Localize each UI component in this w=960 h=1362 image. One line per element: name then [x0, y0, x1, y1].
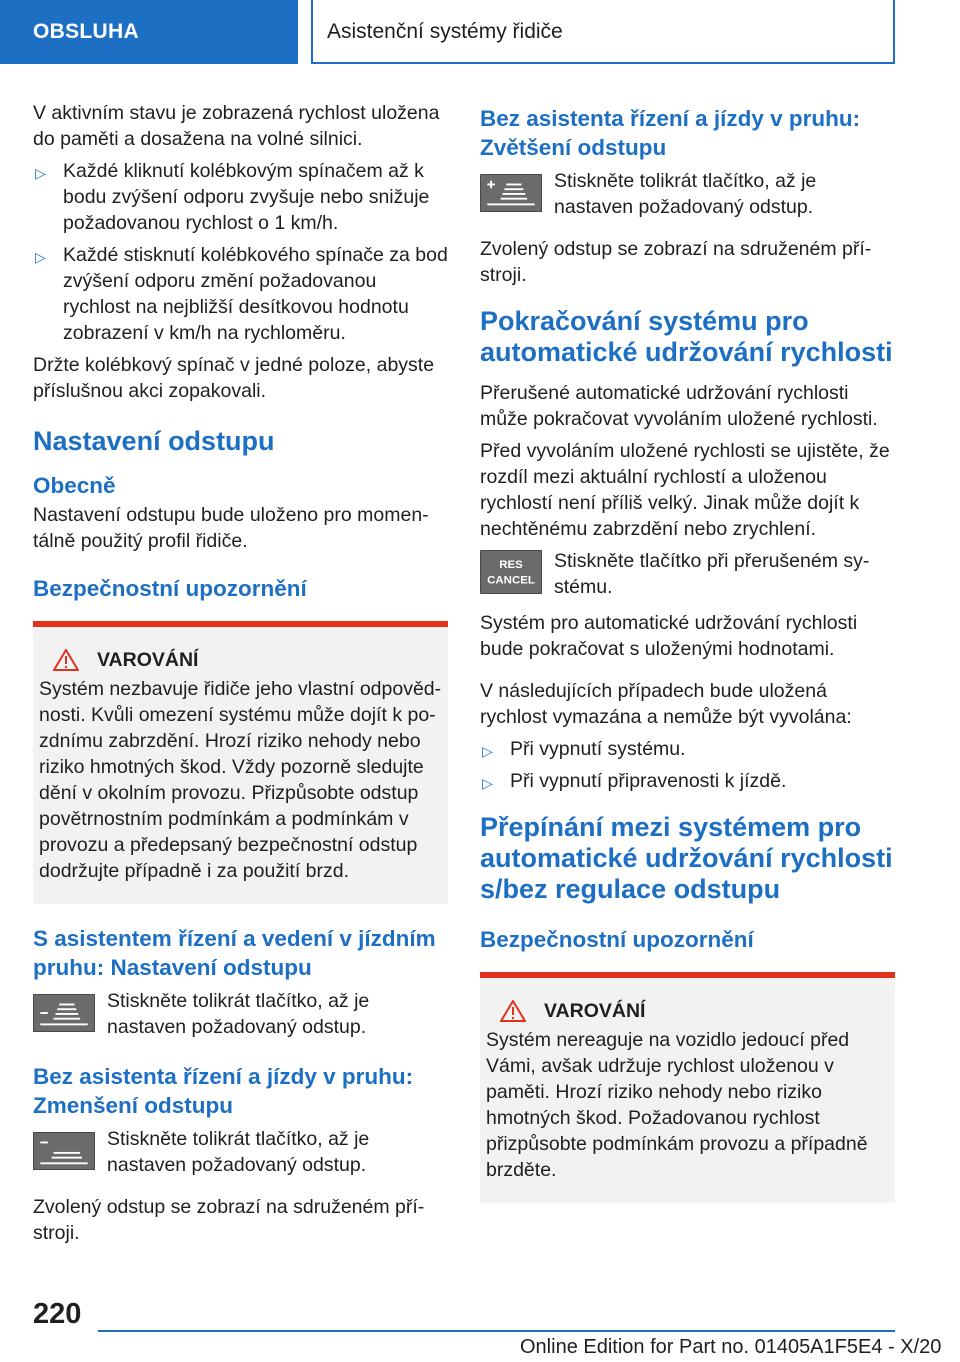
heading-zvetseni-odstupu: Bez asistenta řízení a jízdy v pruhu: Zvětšení odstupu: [480, 106, 861, 160]
warning-title: [39, 647, 442, 673]
heading-bezpecnostni-upozorneni: Bezpečnostní upozornění: [480, 927, 754, 952]
warning-triangle-icon: [500, 1000, 526, 1022]
button-instruction-text: Stiskněte tolikrát tlačítko, až je nastaven požadovaný odstup.: [107, 990, 370, 1038]
distance-decrease-button-icon: [33, 1132, 95, 1170]
distance-button-icon: [33, 994, 95, 1032]
button-instruction: [33, 988, 448, 1040]
button-instruction-text: Stiskněte tolikrát tlačítko, až je nastaven požadovaný odstup.: [107, 1128, 370, 1176]
list-item-text: Při vypnutí připravenosti k jízdě.: [510, 770, 787, 792]
warning-text: Systém nezbavuje řidiče jeho vlastní odpovědnosti. Kvůli omezení systému může dojít k pozdnímu zabrzdění. Hrozí riziko nehody nebo riziko hmotných škod. Vždy pozorně sledujte dění v okolním provozu. Přizpůsobte odstup povětrnostním podmínkám a podmínkám v provozu a předepsaný bezpečnostní odstup dodržujte případně i za použití brzd.: [39, 678, 442, 882]
warning-box: [480, 972, 895, 1203]
list-item: [480, 736, 895, 762]
distance-increase-button-icon: [480, 174, 542, 212]
button-instruction: [33, 1126, 448, 1178]
footer-edition: Online Edition for Part no. 01405A1F5E4 - X/20: [520, 1336, 942, 1358]
button-instruction-text: Stiskněte tlačítko při přerušeném systému.: [554, 550, 870, 598]
warning-triangle-icon: [53, 649, 79, 671]
right-column: [480, 100, 895, 1223]
warning-title: [486, 998, 889, 1024]
heading-bezpecnostni-upozorneni: Bezpečnostní upozornění: [33, 576, 307, 601]
heading-s-asistentem: S asistentem řízení a vedení v jízdním pruhu: Nastavení odstupu: [33, 926, 436, 980]
zmenseni-after-paragraph: Zvolený odstup se zobrazí na sdruženém přístroji.: [33, 1196, 425, 1244]
list-item-text: Každé kliknutí kolébkovým spínačem až k bodu zvýšení odporu zvyšuje nebo snižuje požadovanou rychlost o 1 km/h.: [63, 160, 430, 234]
hold-paragraph: Držte kolébkový spínač v jedné poloze, abyste příslušnou akci zopakovali.: [33, 354, 435, 402]
obecne-paragraph: Nastavení odstupu bude uloženo pro momentálně použitý profil řidiče.: [33, 504, 429, 552]
list-item-text: Při vypnutí systému.: [510, 738, 686, 760]
button-instruction: [480, 548, 895, 600]
button-instruction-text: Stiskněte tolikrát tlačítko, až je nastaven požadovaný odstup.: [554, 170, 817, 218]
heading-prepinani: Přepínání mezi systémem pro automatické udržování rychlosti s/bez regulace odstupu: [480, 812, 893, 904]
button-instruction: [480, 168, 895, 220]
bullet-triangle-icon: ▷: [482, 743, 493, 759]
list-item: [33, 158, 448, 236]
warning-label: VAROVÁNÍ: [97, 649, 199, 671]
pokracovani-paragraph-2: Před vyvoláním uložené rychlosti se ujistěte, že rozdíl mezi aktuální rychlostí a uloženou rychlostí není příliš velký. Jinak může dojít k nechtěnému zabrzdění nebo zrychlení.: [480, 440, 890, 540]
heading-obecne: Obecně: [33, 473, 116, 498]
left-column: [33, 100, 448, 1252]
bullet-triangle-icon: ▷: [35, 249, 46, 265]
list-item: [480, 768, 895, 794]
bullet-triangle-icon: ▷: [35, 165, 46, 181]
res-label: RES: [499, 559, 523, 572]
pokracovani-paragraph-3: Systém pro automatické udržování rychlosti bude pokračovat s uloženými hodnotami.: [480, 612, 858, 660]
heading-zmenseni-odstupu: Bez asistenta řízení a jízdy v pruhu: Zmenšení odstupu: [33, 1064, 414, 1118]
warning-label: VAROVÁNÍ: [544, 1000, 646, 1022]
heading-pokracovani: Pokračování systému pro automatické udržování rychlosti: [480, 306, 893, 367]
page-number: 220: [33, 1298, 82, 1330]
footer-divider: [98, 1330, 895, 1332]
list-item: [33, 242, 448, 346]
warning-text: Systém nereaguje na vozidlo jedoucí před Vámi, avšak udržuje rychlost uloženou v paměti. Hrozí riziko nehody nebo riziko hmotných škod. Požadovanou rychlost přizpůsobte podmínkám provozu a případně brzděte.: [486, 1029, 868, 1181]
list-item-text: Každé stisknutí kolébkového spínače za bod zvýšení odporu změní požadovanou rychlost na nejbližší desítkovou hodnotu zobrazení v km/h na rychloměru.: [63, 244, 448, 344]
section-tab: OBSLUHA: [0, 0, 298, 64]
zvetseni-after-paragraph: Zvolený odstup se zobrazí na sdruženém přístroji.: [480, 238, 872, 286]
bullet-triangle-icon: ▷: [482, 775, 493, 791]
warning-box: [33, 621, 448, 904]
pokracovani-paragraph-1: Přerušené automatické udržování rychlosti může pokračovat vyvoláním uložené rychlosti.: [480, 382, 878, 430]
intro-paragraph: V aktivním stavu je zobrazená rychlost uložena do paměti a dosažena na volné silnici.: [33, 102, 440, 150]
page-section-title: Asistenční systémy řidiče: [311, 0, 895, 64]
res-cancel-button-icon: [480, 550, 542, 594]
cancel-label: CANCEL: [487, 574, 535, 587]
pokracovani-paragraph-4: V následujících případech bude uložená rychlost vymazána a nemůže být vyvolána:: [480, 680, 852, 728]
heading-nastaveni-odstupu: Nastavení odstupu: [33, 426, 275, 456]
